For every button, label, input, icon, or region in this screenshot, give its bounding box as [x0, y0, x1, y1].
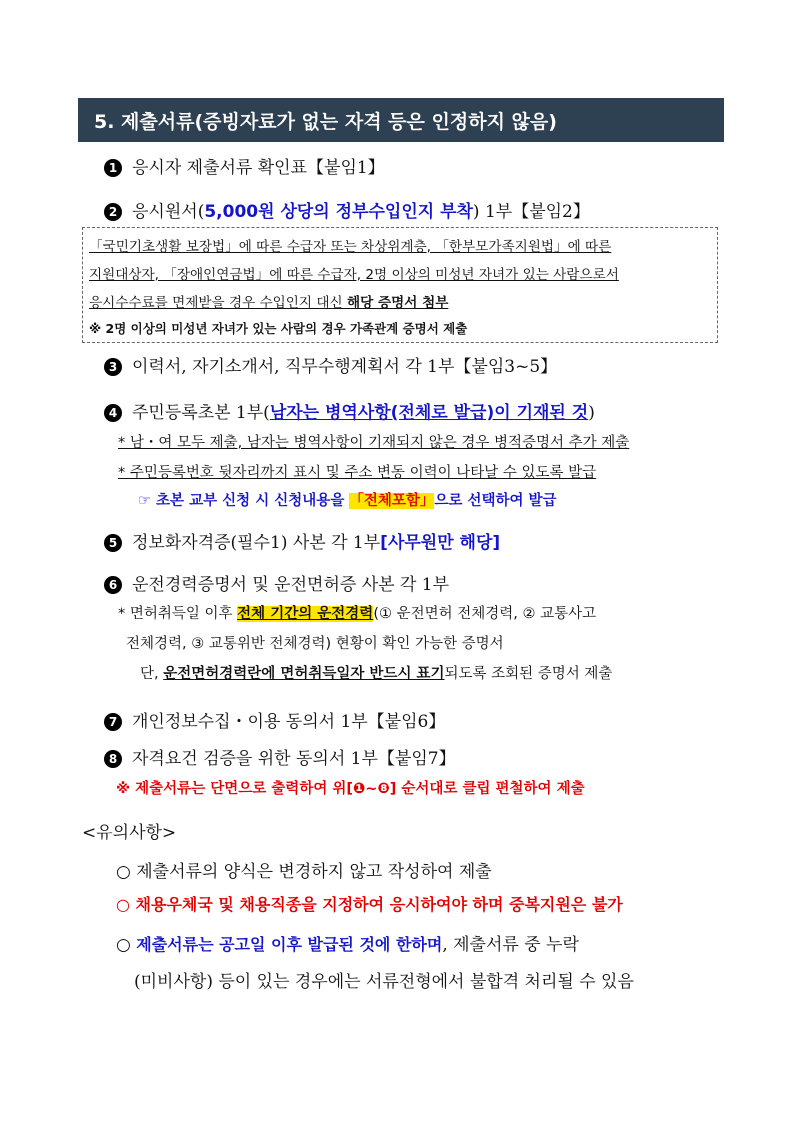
item-number: 5: [104, 534, 122, 552]
issue-date-note: 제출서류는 공고일 이후 발급된 것에 한하며: [136, 935, 443, 954]
license-note-1-text: * 면허취득일 이후: [118, 606, 238, 622]
precaution-2: ○ 채용우체국 및 채용직종을 지정하여 응시하여야 하며 중복지원은 불가: [116, 895, 623, 914]
military-record-note: 남자는 병역사항(전체로 발급)이 기재된 것: [269, 403, 589, 423]
resident-note-3-suffix: 으로 선택하여 발급: [434, 493, 557, 509]
license-note-3-text: 단,: [140, 666, 164, 682]
fee-exemption-notice: [82, 227, 718, 343]
item-3: [104, 352, 557, 377]
item-number: 1: [104, 159, 122, 177]
license-note-1: [118, 602, 596, 623]
section-header: [78, 98, 724, 142]
license-note-3-suffix: 되도록 조회된 증명서 제출: [444, 666, 613, 682]
notice-line-4: ※ 2명 이상의 미성년 자녀가 있는 사람의 경우 가족관계 증명서 제출: [89, 321, 468, 336]
item-text: 자격요건 검증을 위한 동의서 1부【붙임7】: [132, 749, 456, 769]
item-8: [104, 744, 456, 769]
item-number: 7: [104, 713, 122, 731]
clerk-only-note: [사무원만 해당]: [380, 533, 501, 553]
item-number: 4: [104, 404, 122, 422]
notice-line-3: [89, 291, 448, 311]
notice-line-1: 「국민기초생활 보장법」에 따른 수급자 또는 차상위계층, 「한부모가족지원법」에 따른: [89, 239, 612, 255]
item-text: 주민등록초본 1부(: [132, 403, 270, 423]
item-text: 응시원서(: [132, 202, 205, 222]
item-1: [104, 153, 385, 178]
license-note-3: [140, 662, 612, 683]
item-7: [104, 707, 445, 732]
item-text: 운전경력증명서 및 운전면허증 사본 각 1부: [132, 575, 450, 595]
item-number: 8: [104, 750, 122, 768]
stamp-requirement: 5,000원 상당의 정부수입인지 부착: [204, 202, 473, 222]
submission-order-note: ※ 제출서류는 단면으로 출력하여 위[❶~❽] 순서대로 클립 편철하여 제출: [116, 781, 585, 797]
item-number: 2: [104, 203, 122, 221]
item-text: 이력서, 자기소개서, 직무수행계획서 각 1부【붙임3~5】: [132, 357, 558, 377]
precaution-3-bullet: ○: [116, 935, 137, 955]
section-title: 5. 제출서류(증빙자료가 없는 자격 등은 인정하지 않음): [94, 110, 557, 133]
item-text: 개인정보수집・이용 동의서 1부【붙임6】: [132, 712, 446, 732]
item-text-suffix: ): [588, 403, 595, 423]
item-5: [104, 528, 500, 553]
item-text: 응시자 제출서류 확인표【붙임1】: [132, 158, 385, 178]
item-4: [104, 398, 595, 423]
notice-line-3-bold: 해당 증명서 첨부: [346, 295, 449, 311]
item-6: [104, 570, 449, 595]
resident-note-1: * 남・여 모두 제출, 남자는 병역사항이 기재되지 않은 경우 병적증명서 추가 제출: [118, 435, 630, 451]
license-note-1-suffix: (① 운전면허 전체경력, ② 교통사고: [373, 606, 597, 622]
resident-note-3-text: ☞ 초본 교부 신청 시 신청내용을: [138, 493, 350, 509]
license-note-2: 전체경력, ③ 교통위반 전체경력) 현황이 확인 가능한 증명서: [126, 636, 504, 652]
precaution-3-continued: (미비사항) 등이 있는 경우에는 서류전형에서 불합격 처리될 수 있음: [134, 972, 634, 992]
license-date-note: 운전면허경력란에 면허취득일자 반드시 표기: [163, 666, 445, 682]
precaution-3-suffix: , 제출서류 중 누락: [442, 935, 579, 955]
item-2: [104, 197, 590, 222]
item-text-suffix: ) 1부【붙임2】: [472, 202, 590, 222]
full-include-option: 「전체포함」: [349, 493, 435, 509]
resident-note-3: [138, 489, 557, 510]
item-number: 3: [104, 358, 122, 376]
resident-note-2: * 주민등록번호 뒷자리까지 표시 및 주소 변동 이력이 나타날 수 있도록 발급: [118, 465, 597, 481]
item-number: 6: [104, 576, 122, 594]
precaution-3: [116, 930, 579, 955]
precautions-heading: <유의사항>: [82, 823, 177, 843]
notice-line-3-text: 응시수수료를 면제받을 경우 수입인지 대신: [89, 295, 347, 311]
precaution-1: ○ 제출서류의 양식은 변경하지 않고 작성하여 제출: [116, 862, 492, 882]
item-text: 정보화자격증(필수1) 사본 각 1부: [132, 533, 381, 553]
notice-line-2: 지원대상자, 「장애인연금법」에 따른 수급자, 2명 이상의 미성년 자녀가 있는 사람으로서: [89, 267, 619, 283]
driving-period-note: 전체 기간의 운전경력: [237, 606, 374, 622]
